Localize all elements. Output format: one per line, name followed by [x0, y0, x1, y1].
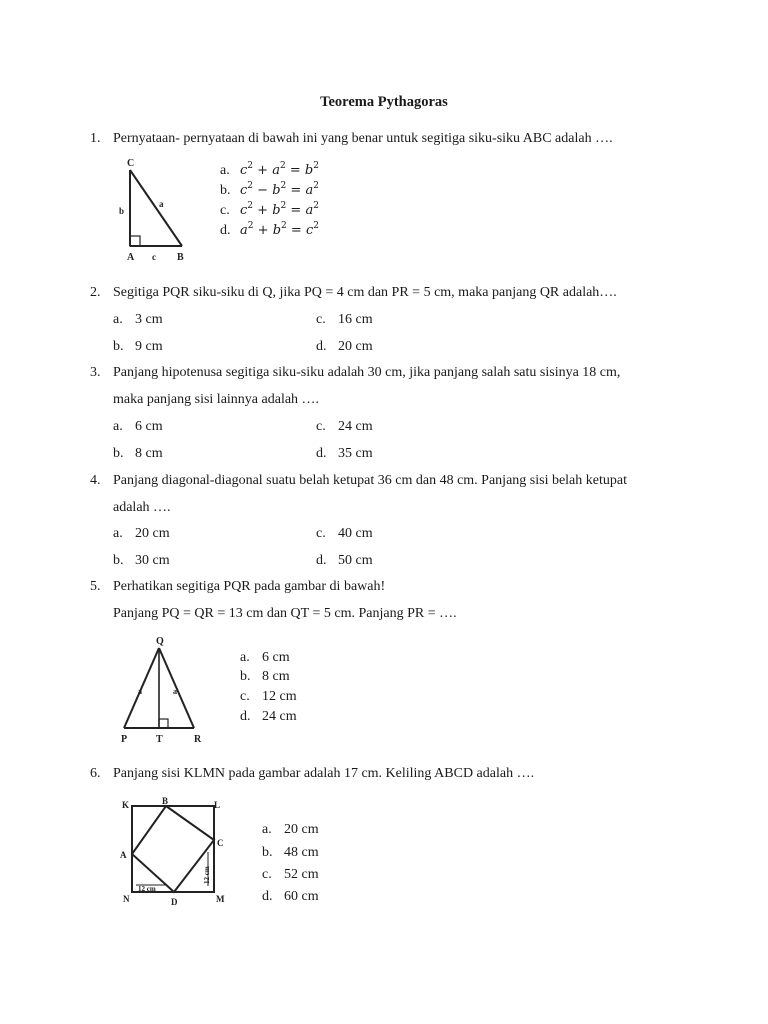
question-number: 5. — [90, 579, 101, 594]
label-B: B — [177, 252, 184, 263]
question-number: 3. — [90, 365, 101, 380]
label-M: M — [216, 894, 225, 904]
label-B: B — [162, 796, 169, 806]
option-d[interactable]: d. 24 cm — [240, 709, 297, 724]
label-b: b — [119, 206, 125, 216]
label-C: C — [127, 158, 135, 169]
option-b[interactable]: b. 8 cm — [240, 669, 290, 684]
label-a: a — [159, 199, 164, 209]
question-text-continued: adalah …. — [113, 500, 171, 515]
label-D: D — [171, 897, 178, 907]
option-a[interactable]: a. 6 cm — [240, 650, 290, 665]
option-d[interactable]: d. 60 cm — [262, 889, 319, 904]
option-a[interactable]: a. 20 cm — [113, 526, 170, 541]
question-text: Panjang sisi KLMN pada gambar adalah 17 cm. Keliling ABCD adalah …. — [113, 766, 535, 781]
label-A: A — [120, 850, 127, 860]
question-text: Pernyataan- pernyataan di bawah ini yang benar untuk segitiga siku-siku ABC adalah …. — [113, 131, 613, 146]
label-Q: Q — [156, 636, 164, 647]
option-b[interactable]: b. 8 cm — [113, 446, 163, 461]
label-a-left: a — [138, 687, 142, 696]
question-text: Panjang hipotenusa segitiga siku-siku adalah 30 cm, jika panjang salah satu sisinya 18 cm, — [113, 365, 621, 380]
question-number: 2. — [90, 285, 101, 300]
question-text: Panjang diagonal-diagonal suatu belah ketupat 36 cm dan 48 cm. Panjang sisi belah ketupat — [113, 473, 627, 488]
question-text: Perhatikan segitiga PQR pada gambar di bawah! — [113, 579, 386, 594]
option-d[interactable]: d. 20 cm — [316, 339, 373, 354]
label-K: K — [122, 800, 130, 810]
label-12cm-right: 12 cm — [203, 866, 211, 884]
label-A: A — [127, 252, 135, 263]
label-L: L — [214, 800, 221, 810]
option-c[interactable]: c. 24 cm — [316, 419, 373, 434]
label-T: T — [156, 734, 163, 745]
option-a[interactable]: a. $c^2 + a^2 = b^2$ — [220, 161, 319, 178]
option-c[interactable]: c. 40 cm — [316, 526, 373, 541]
option-d[interactable]: d. $a^2 + b^2 = c^2$ — [220, 221, 319, 238]
option-b[interactable]: b. 48 cm — [262, 845, 319, 860]
option-a[interactable]: a. 20 cm — [262, 822, 319, 837]
question-number: 6. — [90, 766, 101, 781]
option-c[interactable]: c. 12 cm — [240, 689, 297, 704]
question-text: Segitiga PQR siku-siku di Q, jika PQ = 4 cm dan PR = 5 cm, maka panjang QR adalah…. — [113, 285, 617, 300]
option-c[interactable]: c. $c^2 + b^2 = a^2$ — [220, 201, 319, 218]
label-C: C — [217, 838, 224, 848]
option-a[interactable]: a. 6 cm — [113, 419, 163, 434]
triangle-pqr-figure — [114, 632, 214, 748]
option-c[interactable]: c. 16 cm — [316, 312, 373, 327]
label-a-right: a — [173, 687, 177, 696]
question-text-continued: Panjang PQ = QR = 13 cm dan QT = 5 cm. Panjang PR = …. — [113, 606, 457, 621]
option-d[interactable]: d. 35 cm — [316, 446, 373, 461]
label-c: c — [152, 252, 156, 262]
option-b[interactable]: b. 9 cm — [113, 339, 163, 354]
label-R: R — [194, 734, 202, 745]
label-P: P — [121, 734, 128, 745]
option-b[interactable]: b. 30 cm — [113, 553, 170, 568]
option-a[interactable]: a. 3 cm — [113, 312, 163, 327]
question-number: 1. — [90, 131, 101, 146]
label-12cm-bottom: 12 cm — [138, 885, 156, 893]
option-c[interactable]: c. 52 cm — [262, 867, 319, 882]
option-d[interactable]: d. 50 cm — [316, 553, 373, 568]
question-text-continued: maka panjang sisi lainnya adalah …. — [113, 392, 320, 407]
label-N: N — [123, 894, 130, 904]
question-number: 4. — [90, 473, 101, 488]
triangle-abc-figure — [108, 152, 198, 264]
page-title: Teorema Pythagoras — [320, 94, 448, 110]
square-klmn-figure — [116, 796, 236, 908]
option-b[interactable]: b. $c^2 - b^2 = a^2$ — [220, 181, 319, 198]
